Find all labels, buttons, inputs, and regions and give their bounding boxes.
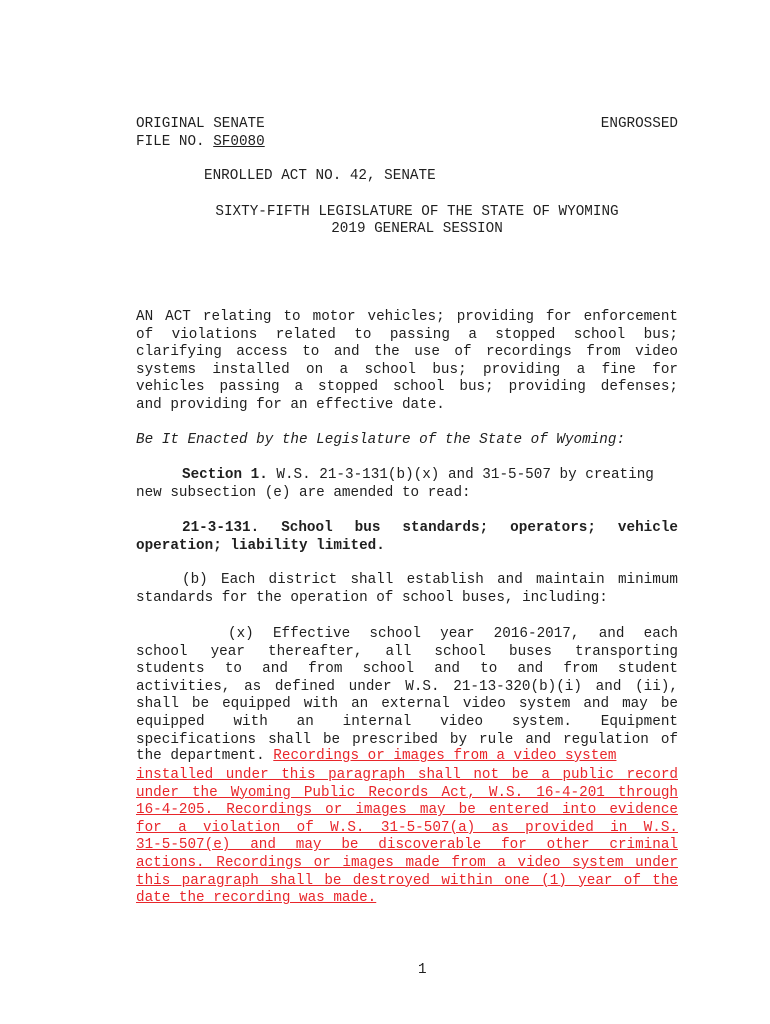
paragraph-x-line: shall be equipped with an external video system and may be bbox=[136, 696, 678, 713]
session-title: 2019 GENERAL SESSION bbox=[331, 221, 503, 237]
added-text-line: actions. Recordings or images made from a video system under bbox=[136, 855, 678, 871]
subsection-b-cont: standards for the operation of school buses, including: bbox=[136, 590, 608, 606]
act-description-line: clarifying access to and the use of recordings from video bbox=[136, 344, 678, 361]
act-description-line: AN ACT relating to motor vehicles; providing for enforcement bbox=[136, 309, 678, 325]
file-number bbox=[136, 134, 265, 152]
paragraph-x-line: school year thereafter, all school buses transporting bbox=[136, 643, 678, 660]
section-1-intro bbox=[182, 467, 654, 485]
file-number-label: FILE NO. bbox=[136, 134, 214, 150]
added-text-start: Recordings or images from a video system bbox=[273, 748, 617, 764]
statute-heading-cont: operation; liability limited. bbox=[136, 538, 385, 554]
origin-label: ORIGINAL SENATE bbox=[136, 116, 265, 132]
paragraph-x-line: (x) Effective school year 2016-2017, and each bbox=[228, 626, 678, 642]
added-text-line: for a violation of W.S. 31-5-507(a) as provided in W.S. bbox=[136, 819, 678, 836]
act-description-line: of violations related to passing a stopped school bus; bbox=[136, 326, 678, 343]
added-text-line: date the recording was made. bbox=[136, 890, 377, 907]
file-number-value: SF0080 bbox=[213, 134, 265, 150]
legislature-title: SIXTY-FIFTH LEGISLATURE OF THE STATE OF WYOMING bbox=[215, 204, 619, 220]
added-text-line: installed under this paragraph shall not be a public record bbox=[136, 767, 678, 783]
paragraph-x-last-line bbox=[136, 748, 616, 766]
added-text-line: this paragraph shall be destroyed within one (1) year of the bbox=[136, 872, 678, 889]
act-description-line: systems installed on a school bus; providing a fine for bbox=[136, 361, 678, 378]
act-description-line: and providing for an effective date. bbox=[136, 397, 445, 413]
added-text-line: 31-5-507(e) and may be discoverable for other criminal bbox=[136, 837, 678, 854]
paragraph-x-line: students to and from school and to and from student bbox=[136, 661, 678, 678]
statute-heading: 21-3-131. School bus standards; operators; vehicle bbox=[182, 520, 678, 536]
section-1-label: Section 1. bbox=[182, 467, 268, 483]
act-description-line: vehicles passing a stopped school bus; providing defenses; bbox=[136, 379, 678, 396]
page-number: 1 bbox=[418, 962, 427, 978]
paragraph-x-plain: the department. bbox=[136, 748, 274, 764]
section-1-text-cont: new subsection (e) are amended to read: bbox=[136, 485, 471, 501]
subsection-b: (b) Each district shall establish and maintain minimum bbox=[182, 572, 678, 588]
engrossed-label: ENGROSSED bbox=[600, 116, 678, 132]
paragraph-x-line: specifications shall be prescribed by rule and regulation of bbox=[136, 731, 678, 748]
paragraph-x-line: equipped with an internal video system. Equipment bbox=[136, 714, 678, 730]
enacting-clause: Be It Enacted by the Legislature of the State of Wyoming: bbox=[136, 432, 626, 448]
section-1-text: W.S. 21-3-131(b)(x) and 31-5-507 by creating bbox=[267, 467, 654, 483]
paragraph-x-line: activities, as defined under W.S. 21-13-320(b)(i) and (ii), bbox=[136, 678, 678, 695]
added-text-line: under the Wyoming Public Records Act, W.S. 16-4-201 through bbox=[136, 784, 678, 801]
added-text-line: 16-4-205. Recordings or images may be entered into evidence bbox=[136, 802, 678, 819]
enrolled-act-title: ENROLLED ACT NO. 42, SENATE bbox=[204, 168, 436, 184]
